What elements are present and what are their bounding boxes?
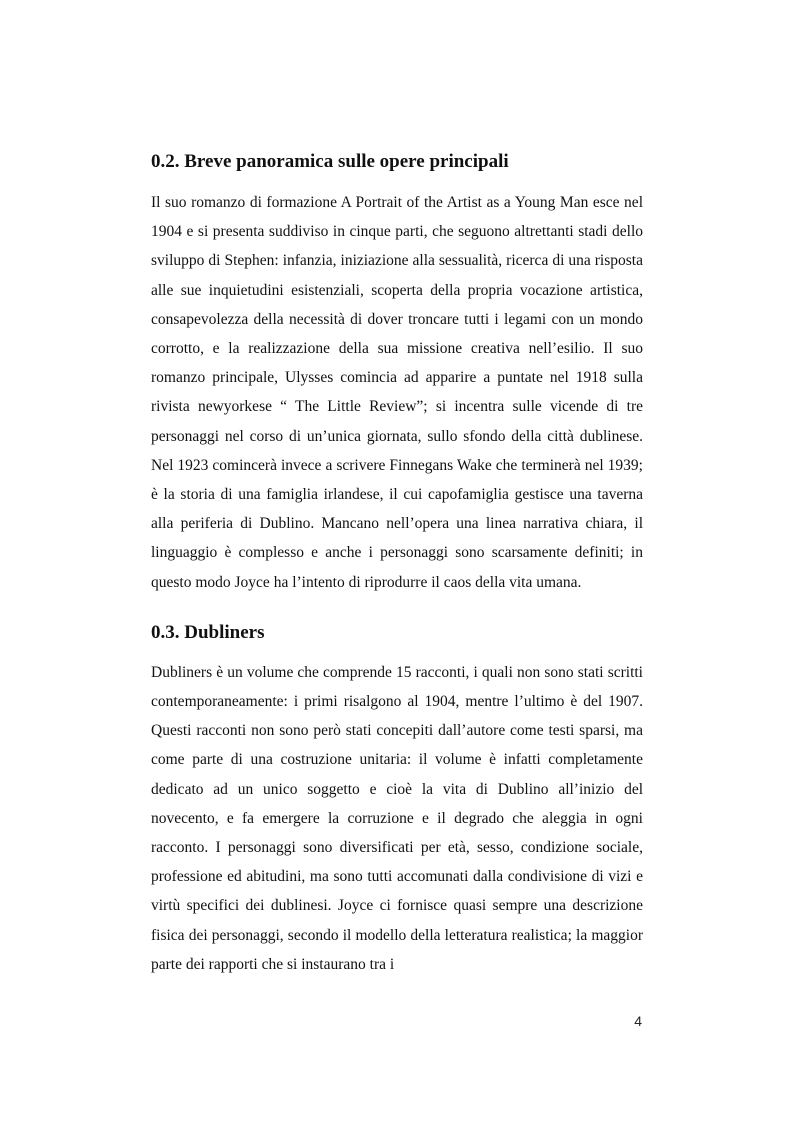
paragraph-dubliners: Dubliners è un volume che comprende 15 racconti, i quali non sono stati scritti contemporaneamente: i primi risalgono al 1904, mentre l’ultimo è del 1907. Questi racconti non sono però stati concepiti dall’autore come testi sparsi, ma come parte di una costruzione unitaria: il volume è infatti completamente dedicato ad un unico soggetto e cioè la vita di Dublino all’inizio del novecento, e fa emergere la corruzione e il degrado che aleggia in ogni racconto. I personaggi sono diversificati per età, sesso, condizione sociale, professione ed abitudini, ma sono tutti accomunati dalla condivisione di vizi e virtù specifici dei dublinesi. Joyce ci fornisce quasi sempre una descrizione fisica dei personaggi, secondo il modello della letteratura realistica; la maggior parte dei rapporti che si instaurano tra i [151, 663, 643, 973]
page-number: 4 [634, 1013, 642, 1029]
page-content [151, 150, 643, 979]
section-heading-overview: 0.2. Breve panoramica sulle opere principali [151, 151, 509, 172]
section-heading-dubliners: 0.3. Dubliners [151, 621, 265, 643]
paragraph-overview: Il suo romanzo di formazione A Portrait of the Artist as a Young Man esce nel 1904 e si presenta suddiviso in cinque parti, che seguono altrettanti stadi dello sviluppo di Stephen: infanzia, iniziazione alla sessualità, ricerca di una risposta alle sue inquietudini esistenziali, scoperta della propria vocazione artistica, consapevolezza della necessità di dover troncare tutti i legami con un mondo corrotto, e la realizzazione della sua missione creativa nell’esilio. Il suo romanzo principale, Ulysses comincia ad apparire a puntate nel 1918 sulla rivista newyorkese “ The Little Review”; si incentra sulle vicende di tre personaggi nel corso di un’unica giornata, sullo sfondo della città dublinese. Nel 1923 comincerà invece a scrivere Finnegans Wake che terminerà nel 1939; è la storia di una famiglia irlandese, il cui capofamiglia gestisce una taverna alla periferia di Dublino. Mancano nell’opera una linea narrativa chiara, il linguaggio è complesso e anche i personaggi sono scarsamente definiti; in questo modo Joyce ha l’intento di riprodurre il caos della vita umana. [151, 194, 643, 591]
